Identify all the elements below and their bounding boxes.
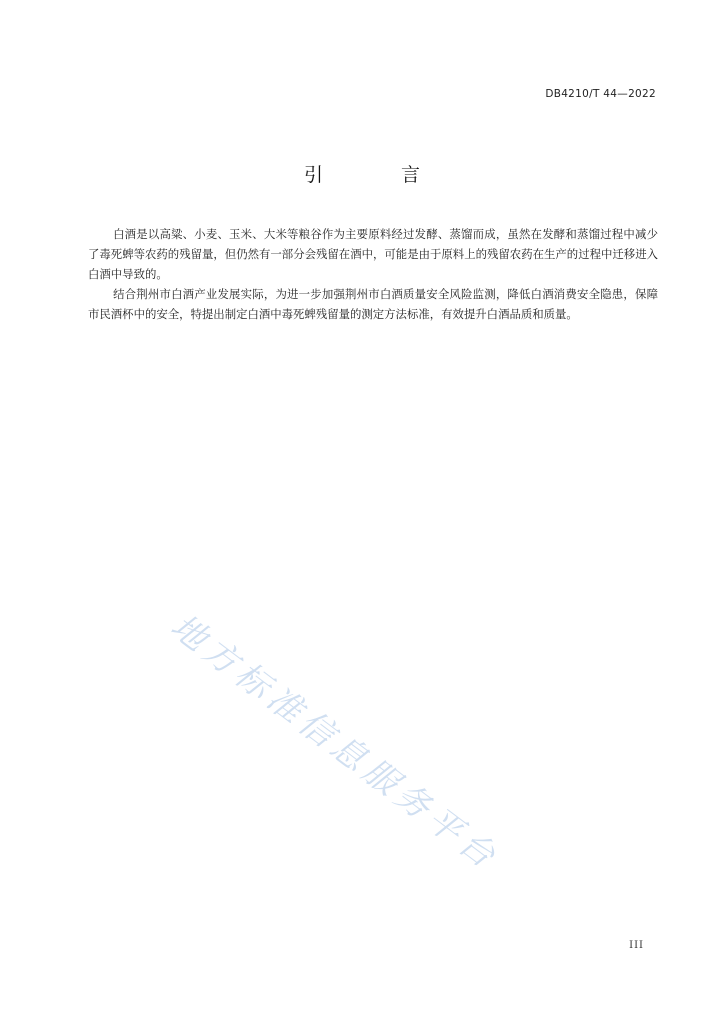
document-code: DB4210/T 44—2022	[545, 88, 656, 100]
paragraph: 白酒是以高粱、小麦、玉米、大米等粮谷作为主要原料经过发酵、蒸馏而成，虽然在发酵和蒸馏过程中减少了毒死蜱等农药的残留量，但仍然有一部分会残留在酒中，可能是由于原料上的残留农药在生产的过程中迁移进入白酒中导致的。	[88, 227, 658, 281]
body-text	[88, 224, 658, 324]
paragraph: 结合荆州市白酒产业发展实际，为进一步加强荆州市白酒质量安全风险监测，降低白酒消费安全隐患，保障市民酒杯中的安全，特提出制定白酒中毒死蜱残留量的测定方法标准，有效提升白酒品质和质量。	[88, 287, 658, 321]
watermark: 地方标准信息服务平台	[163, 606, 507, 880]
page-number: III	[629, 940, 644, 951]
section-title: 引 言	[303, 164, 457, 186]
